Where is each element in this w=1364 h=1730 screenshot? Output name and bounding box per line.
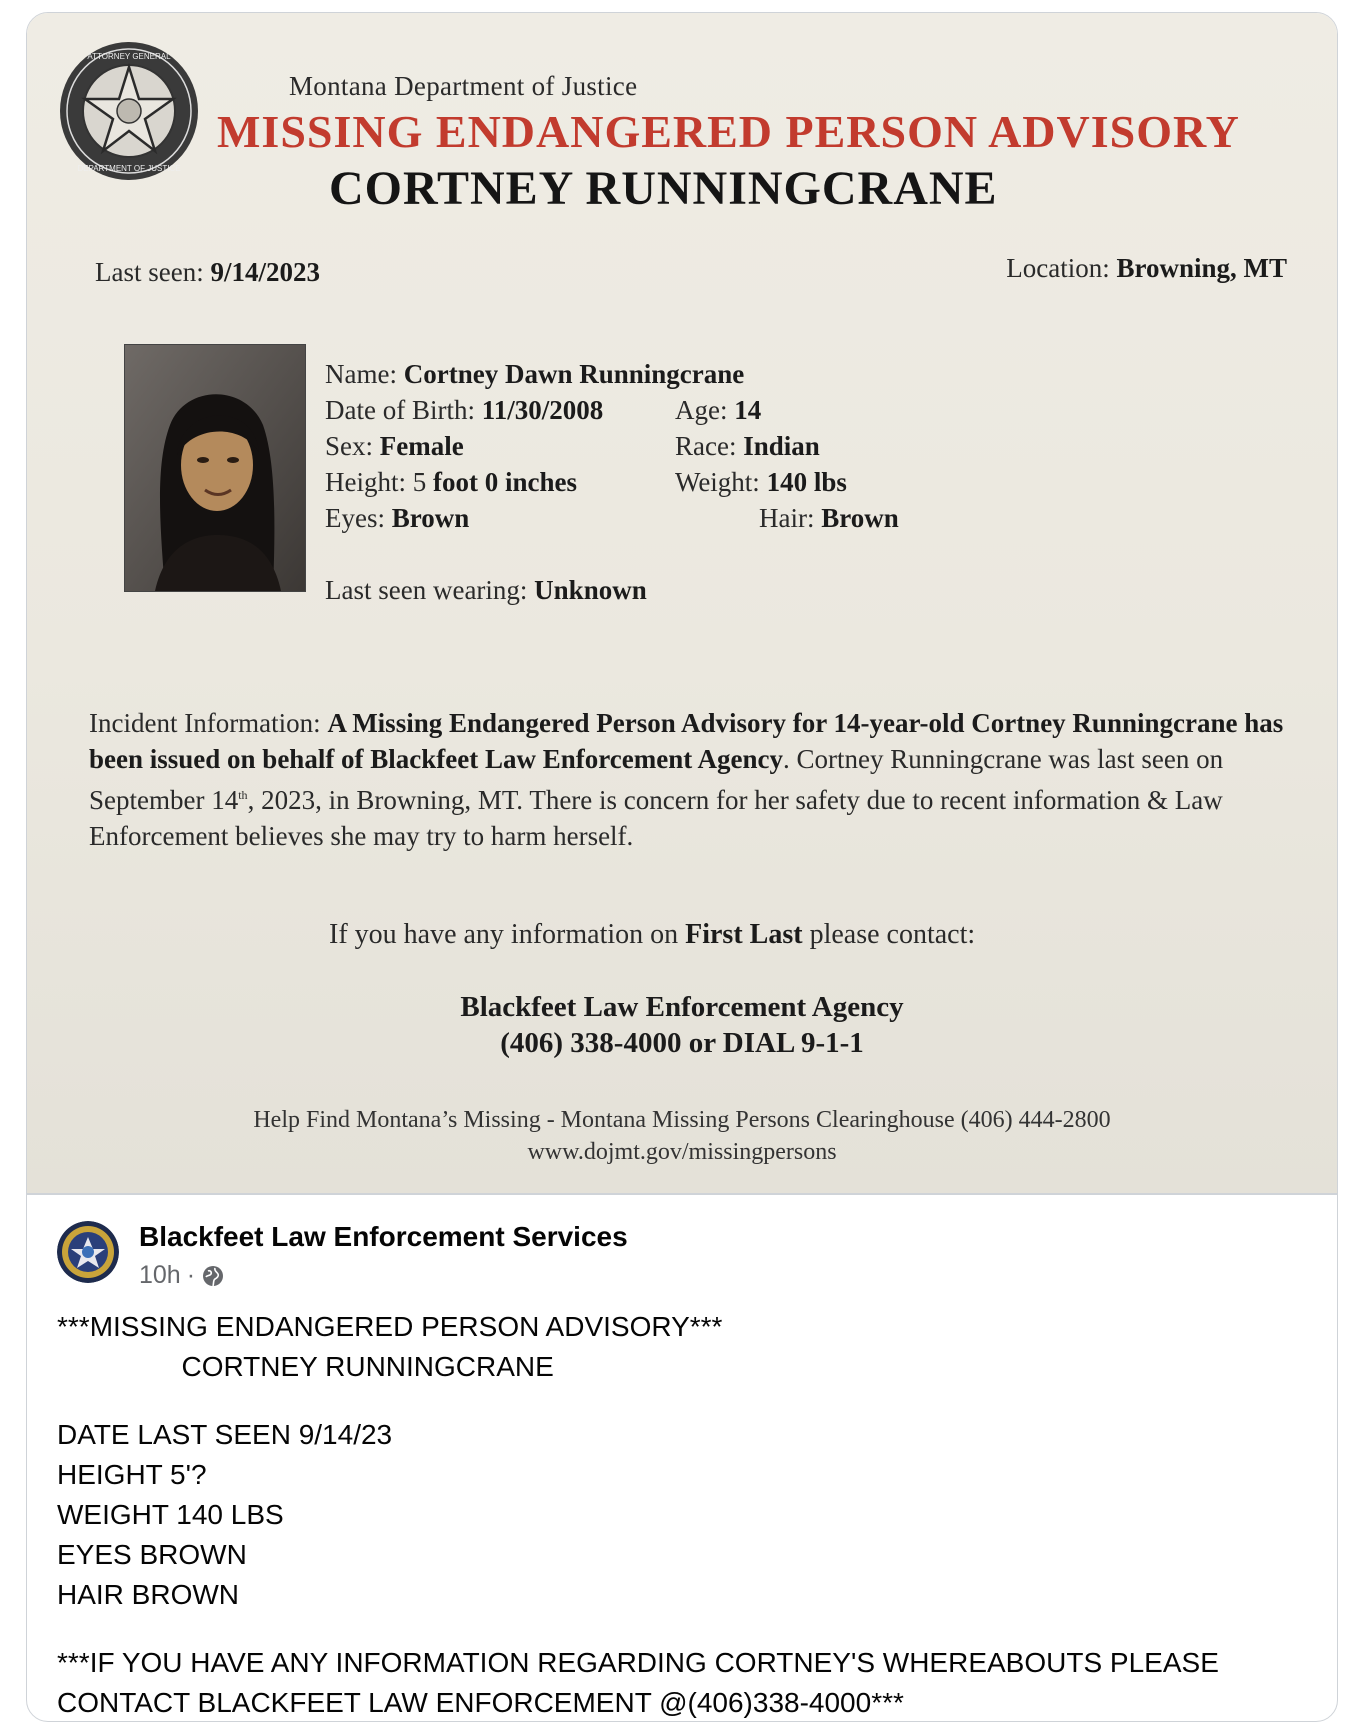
page-name-link[interactable]: Blackfeet Law Enforcement Services: [139, 1221, 628, 1252]
department-name: Montana Department of Justice: [289, 71, 638, 101]
attorney-general-seal-icon: [57, 39, 201, 183]
person-name-field: Name: Cortney Dawn Runningcrane: [325, 359, 745, 389]
post-text-line: CORTNEY RUNNINGCRANE: [57, 1351, 554, 1382]
incident-information: Incident Information: A Missing Endangered Person Advisory for 14-year-old Cortney Runningcrane has been issued on behalf of Blackfeet Law Enforcement Agency. Cortney Runningcrane was last seen on September 14th, 2023, in Browning, MT. There is concern for her safety due to recent information & Law Enforcement believes she may try to harm herself.: [89, 708, 1284, 851]
last-seen-location: Location: Browning, MT: [1006, 253, 1287, 283]
clearinghouse-line: Help Find Montana’s Missing - Montana Missing Persons Clearinghouse (406) 444-2800: [253, 1107, 1111, 1133]
contact-prompt: If you have any information on First Last please contact:: [329, 919, 976, 950]
post-card: [26, 12, 1338, 1722]
last-seen-date: Last seen: 9/14/2023: [95, 257, 320, 287]
divider: [27, 1193, 1337, 1195]
post-text-line: EYES BROWN: [57, 1539, 247, 1570]
age-field: Age: 14: [675, 395, 762, 425]
globe-icon[interactable]: [201, 1264, 225, 1288]
weight-field: Weight: 140 lbs: [675, 467, 847, 497]
agency-name: Blackfeet Law Enforcement Agency: [460, 991, 904, 1023]
advisory-title: MISSING ENDANGERED PERSON ADVISORY: [217, 106, 1240, 157]
svg-text:DEPARTMENT OF JUSTICE: DEPARTMENT OF JUSTICE: [77, 164, 181, 173]
post-timestamp[interactable]: 10h: [139, 1261, 181, 1289]
missing-person-name-title: CORTNEY RUNNINGCRANE: [329, 162, 998, 215]
advisory-flyer-image[interactable]: [27, 13, 1337, 1193]
post-meta: [139, 1261, 225, 1290]
eyes-field: Eyes: Brown: [325, 503, 470, 533]
height-field: Height: 5 foot 0 inches: [325, 467, 577, 497]
sex-field: Sex: Female: [325, 431, 464, 461]
post-text-line: HAIR BROWN: [57, 1579, 239, 1610]
hair-field: Hair: Brown: [759, 503, 899, 533]
agency-phone: (406) 338-4000 or DIAL 9-1-1: [500, 1027, 864, 1059]
missing-person-photo: [125, 345, 305, 591]
meta-separator: ·: [186, 1261, 196, 1289]
post-text-line: HEIGHT 5'?: [57, 1459, 207, 1490]
post-text-line: DATE LAST SEEN 9/14/23: [57, 1419, 393, 1450]
post-text-line: ***IF YOU HAVE ANY INFORMATION REGARDING CORTNEY'S WHEREABOUTS PLEASE: [57, 1647, 1219, 1678]
missing-persons-url: www.dojmt.gov/missingpersons: [527, 1139, 837, 1165]
post-text-line: CONTACT BLACKFEET LAW ENFORCEMENT @(406)338-4000***: [57, 1687, 904, 1718]
post-text-line: WEIGHT 140 LBS: [57, 1499, 284, 1530]
last-seen-wearing-field: Last seen wearing: Unknown: [325, 575, 647, 605]
race-field: Race: Indian: [675, 431, 820, 461]
page-avatar[interactable]: [57, 1221, 119, 1283]
svg-text:ATTORNEY GENERAL: ATTORNEY GENERAL: [87, 52, 171, 61]
dob-field: Date of Birth: 11/30/2008: [325, 395, 604, 425]
post-text-line: ***MISSING ENDANGERED PERSON ADVISORY***: [57, 1311, 723, 1342]
